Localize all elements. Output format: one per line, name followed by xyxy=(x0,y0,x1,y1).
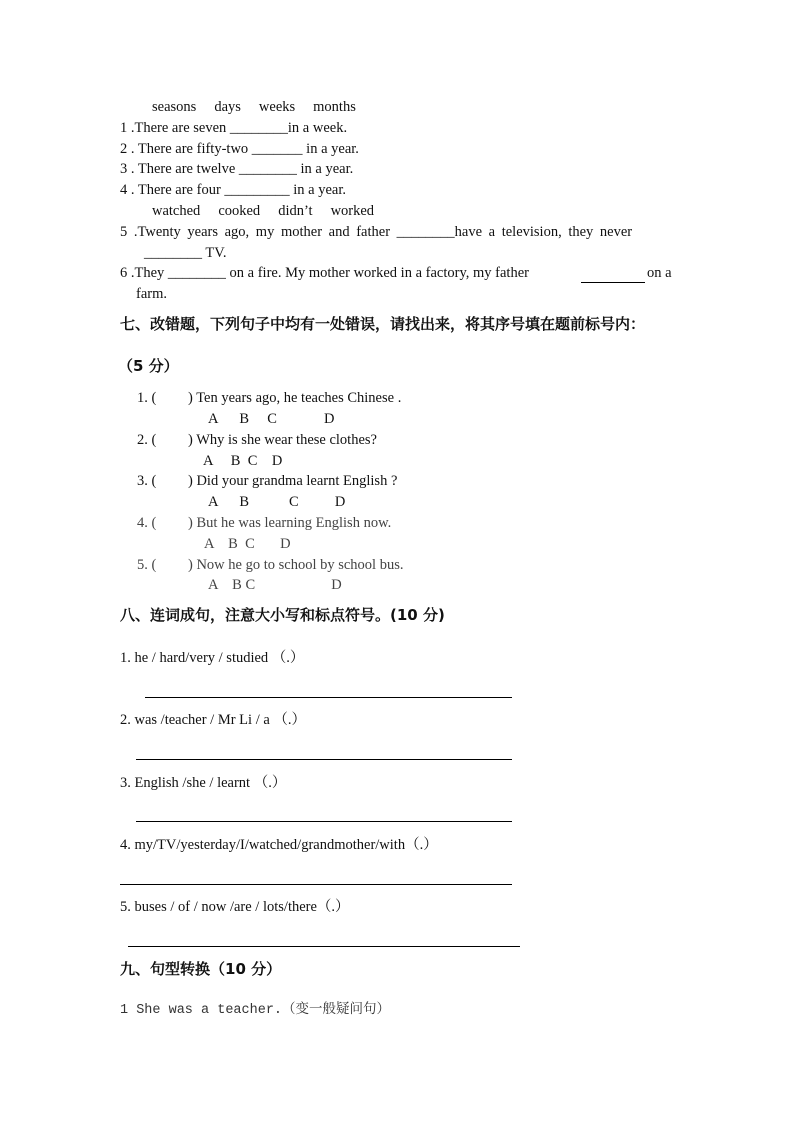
question-5-line-1: 5 .Twenty years ago, my mother and father ________have a television, they never xyxy=(120,224,633,240)
item-sentence: ) Ten years ago, he teaches Chinese . xyxy=(188,390,402,406)
item-number: 3. ( xyxy=(137,473,157,489)
answer-line[interactable] xyxy=(120,884,512,885)
section-7-score: （5 分） xyxy=(118,357,179,375)
item-letters: A B C D xyxy=(208,411,335,427)
section-7-heading: 七、改错题，下列句子中均有一处错误，请找出来，将其序号填在题前标号内： xyxy=(120,315,646,333)
item-number: 1. ( xyxy=(137,390,157,406)
answer-line[interactable] xyxy=(136,759,512,760)
word-option: didn’t xyxy=(278,203,313,219)
answer-line[interactable] xyxy=(136,821,512,822)
word-option: worked xyxy=(330,203,375,219)
item-letters: A B C D xyxy=(208,494,346,510)
item-sentence: ) But he was learning English now. xyxy=(188,515,392,531)
question-6-line-1-end: on a xyxy=(647,265,672,281)
word-option: watched xyxy=(152,203,201,219)
reorder-item-4: 4. my/TV/yesterday/I/watched/grandmother/with（.） xyxy=(120,837,438,853)
word-box-1 xyxy=(152,98,374,116)
word-box-2 xyxy=(152,202,392,220)
question-1: 1 .There are seven ________in a week. xyxy=(120,120,348,136)
reorder-item-3: 3. English /she / learnt （.） xyxy=(120,775,287,791)
word-option: weeks xyxy=(258,99,296,115)
item-number: 4. ( xyxy=(137,515,157,531)
section-9-heading: 九、句型转换（10 分） xyxy=(120,960,282,978)
item-number: 5. ( xyxy=(137,557,157,573)
word-option: seasons xyxy=(152,99,197,115)
question-6-line-1: 6 .They ________ on a fire. My mother worked in a factory, my father xyxy=(120,265,529,281)
item-letters: A B C D xyxy=(203,453,283,469)
word-option: days xyxy=(214,99,241,115)
question-5-line-2: ________ TV. xyxy=(144,245,227,261)
word-option: cooked xyxy=(218,203,261,219)
item-sentence: ) Now he go to school by school bus. xyxy=(188,557,404,573)
transform-question-1: 1 She was a teacher.（变一般疑问句） xyxy=(120,1003,391,1018)
answer-line[interactable] xyxy=(145,697,512,698)
answer-blank[interactable] xyxy=(581,282,645,283)
answer-line[interactable] xyxy=(128,946,520,947)
item-letters: A B C D xyxy=(204,536,291,552)
item-sentence: ) Did your grandma learnt English ? xyxy=(188,473,398,489)
section-8-heading: 八、连词成句，注意大小写和标点符号。(10 分) xyxy=(120,606,445,624)
item-letters: A B C D xyxy=(208,577,342,593)
word-option: months xyxy=(313,99,356,115)
reorder-item-2: 2. was /teacher / Mr Li / a （.） xyxy=(120,712,307,728)
reorder-item-1: 1. he / hard/very / studied （.） xyxy=(120,650,305,666)
question-4: 4 . There are four _________ in a year. xyxy=(120,182,347,198)
question-2: 2 . There are fifty-two _______ in a year. xyxy=(120,141,359,157)
item-number: 2. ( xyxy=(137,432,157,448)
item-sentence: ) Why is she wear these clothes? xyxy=(188,432,377,448)
reorder-item-5: 5. buses / of / now /are / lots/there（.） xyxy=(120,899,350,915)
question-6-line-2: farm. xyxy=(136,286,167,302)
question-3: 3 . There are twelve ________ in a year. xyxy=(120,161,354,177)
